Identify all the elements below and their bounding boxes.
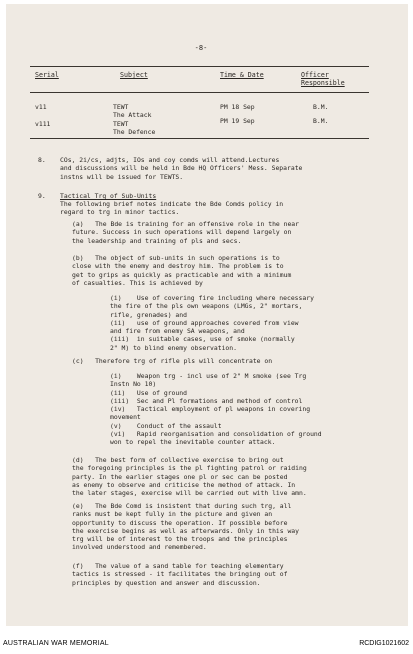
col-header-serial: Serial bbox=[35, 71, 59, 79]
table-top-rule bbox=[30, 66, 369, 67]
col-header-subject: Subject bbox=[120, 71, 148, 79]
table-header-rule bbox=[30, 92, 369, 93]
page-number: -8- bbox=[194, 44, 208, 52]
para-9c-list: (i) Weapon trg - incl use of 2" M smoke (see Trg Instn No 10) (ii) Use of ground (iii) Sec and Pl formations and method of control (iv) Tactical employment of pl weapons in covering movement (v) Conduct of the assault (vi) Rapid reorganisation and consolidation of ground won to repel the inevitable counter attack. bbox=[110, 372, 322, 447]
table-row-2-serial: v111 bbox=[35, 120, 51, 128]
para-9f: (f) The value of a sand table for teaching elementary tactics is stressed - it facilitates the bringing out of principles by question and answer and discussion. bbox=[72, 562, 288, 587]
para-9a: (a) The Bde is training for an offensive role in the near future. Success in such operations will depend largely on the leadership and training of pls and secs. bbox=[72, 220, 300, 245]
para-9-heading: Tactical Trg of Sub-Units bbox=[60, 192, 157, 200]
para-9-number: 9. bbox=[38, 192, 46, 200]
para-9e: (e) The Bde Comd is insistent that during such trg, all ranks must be kept fully in the picture and given an opportunity to discuss the operation. If possible before the exercise begins as well as afterwards. Only in this way trg will be of interest to the troops and the principles involved understood and remembered. bbox=[72, 502, 300, 552]
para-8-number: 8. bbox=[38, 156, 46, 164]
col-header-time: Time & Date bbox=[220, 71, 264, 79]
table-row-2-subject: TEWT The Defence bbox=[113, 120, 156, 137]
para-9b: (b) The object of sub-units in such operations is to close with the enemy and destroy him. The problem is to get to grips as quickly as practicable and with a minimum of casualties. This is achieved by bbox=[72, 254, 292, 287]
para-9b-list: (i) Use of covering fire including where necessary the fire of the pls own weapons (LMGs, 2" mortars, rifle, grenades) and (ii) use of ground approaches covered from view and fire from enemy SA weapons, and (iii) in suitable cases, use of smoke (normally 2" M) to blind enemy observation. bbox=[110, 294, 314, 352]
footer-record-id: RCDIG1021602 bbox=[359, 640, 409, 647]
table-row-2-time: PM 19 Sep bbox=[220, 117, 255, 125]
para-9-intro: The following brief notes indicate the Bde Comds policy in regard to trg in minor tactics. bbox=[60, 200, 284, 217]
table-row-2-officer: B.M. bbox=[313, 117, 329, 125]
table-bottom-rule bbox=[30, 138, 369, 139]
table-row-1-time: PM 18 Sep bbox=[220, 103, 255, 111]
table-row-1-officer: B.M. bbox=[313, 103, 329, 111]
table-row-1-subject: TEWT The Attack bbox=[113, 103, 152, 120]
col-header-officer: Officer Responsible bbox=[301, 71, 345, 87]
para-8-text: COs, 2i/cs, adjts, IOs and coy comds will attend.Lectures and discussions will be held in Bde HQ Officers' Mess. Separate instns will be issued for TEWTS. bbox=[60, 156, 303, 181]
archive-footer bbox=[0, 630, 413, 654]
footer-source: AUSTRALIAN WAR MEMORIAL bbox=[3, 640, 109, 647]
para-9c: (c) Therefore trg of rifle pls will concentrate on bbox=[72, 357, 273, 365]
table-row-1-serial: v11 bbox=[35, 103, 47, 111]
para-9d: (d) The best form of collective exercise to bring out the foregoing principles is the pl fighting patrol or raiding party. In the earlier stages one pl or sec can be posted as enemy to observe and criticise the method of attack. In the later stages, exercise will be carried out with live amn. bbox=[72, 456, 307, 498]
